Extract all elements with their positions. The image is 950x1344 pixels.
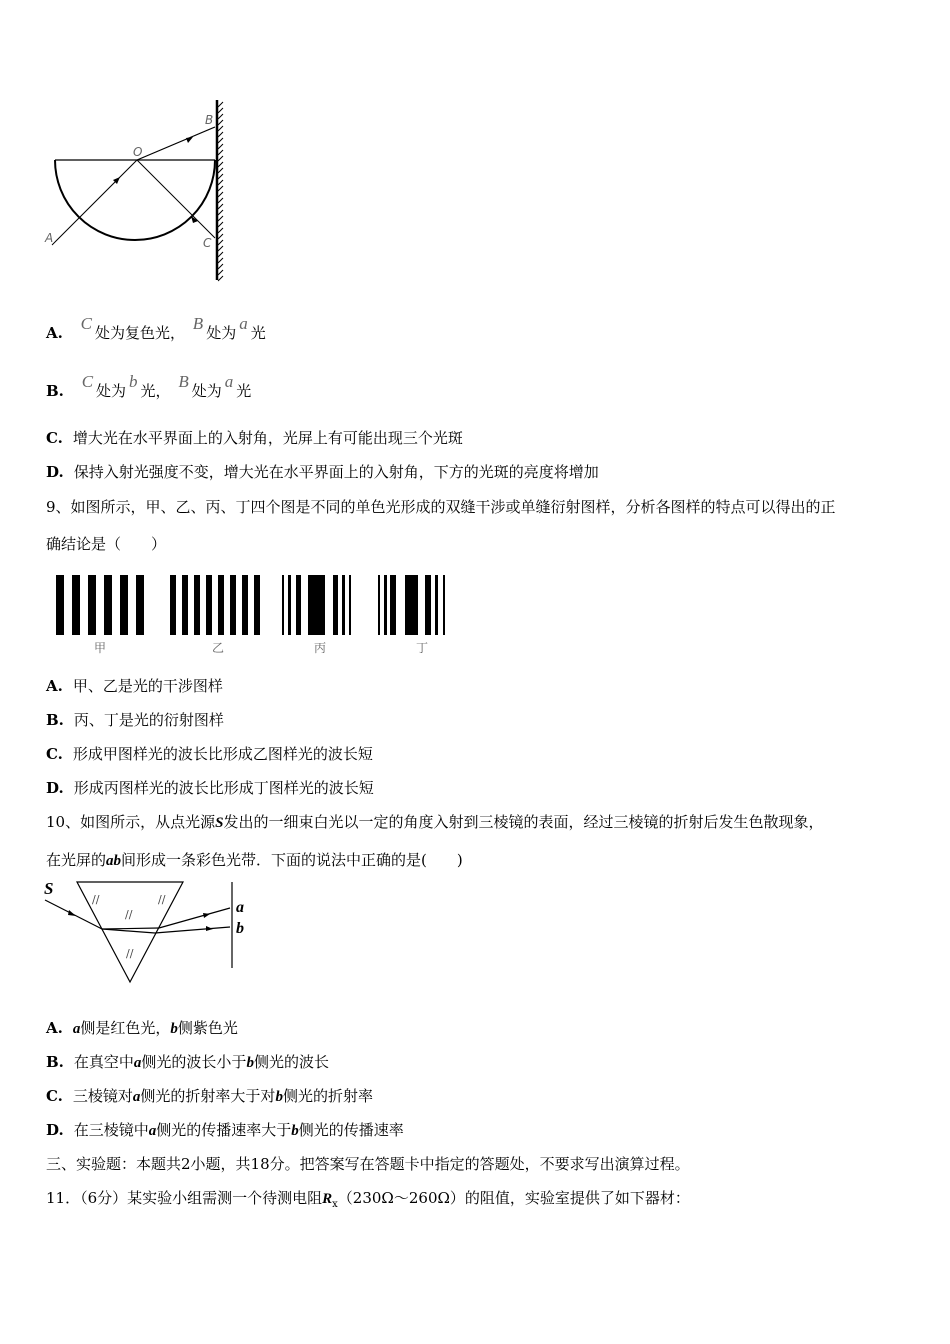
fringe-bar [104, 575, 112, 635]
option-text: 处为复色光， [95, 324, 186, 342]
option-label: D. [46, 1121, 64, 1139]
fringe-bar [390, 575, 396, 635]
option-label: A. [46, 1019, 63, 1037]
var-a: a [132, 1089, 141, 1105]
fringe-bar [56, 575, 64, 635]
option-label: B. [46, 382, 64, 400]
fringe-bar [425, 575, 431, 635]
var-b: b [275, 1089, 283, 1105]
label-B: B [205, 113, 214, 127]
var-b: b [291, 1123, 299, 1139]
fringe-bar [230, 575, 236, 635]
pattern-label-jia: 甲 [93, 641, 107, 655]
label-a: a [236, 899, 244, 916]
option-label: A. [46, 324, 63, 342]
pattern-label-bing: 丙 [313, 641, 327, 655]
q11-stem [46, 1188, 690, 1215]
option-text: 侧光的折射率 [282, 1087, 373, 1105]
fringe-bar [72, 575, 80, 635]
option-text: 形成甲图样光的波长比形成乙图样光的波长短 [72, 745, 373, 763]
fringe-bar [218, 575, 224, 635]
q9-option-c[interactable] [46, 744, 373, 764]
fringe-bar [282, 575, 284, 635]
option-text: 丙、丁是光的衍射图样 [73, 711, 224, 729]
option-label: C. [46, 745, 63, 763]
var-b: b [246, 1055, 254, 1071]
fringe-bar [349, 575, 351, 635]
var-a: a [239, 314, 248, 333]
fringe-bar [405, 575, 418, 635]
q8-option-b[interactable] [46, 372, 252, 401]
fringe-bar [296, 575, 301, 635]
svg-text://: // [158, 893, 166, 906]
semicircle-mirror-diagram [40, 90, 240, 290]
option-text: 侧光的折射率大于对 [140, 1087, 276, 1105]
svg-text://: // [126, 947, 134, 960]
pattern-label-yi: 乙 [211, 641, 225, 655]
option-text: 侧紫色光 [177, 1019, 238, 1037]
section-3-heading: 三、实验题：本题共2小题，共18分。把答案写在答题卡中指定的答题处，不要求写出演算过程。 [46, 1155, 690, 1173]
option-label: B. [46, 711, 64, 729]
svg-text://: // [125, 908, 133, 921]
option-text: 在三棱镜中 [73, 1121, 149, 1139]
option-text: 甲、乙是光的干涉图样 [72, 677, 223, 695]
option-text: 形成丙图样光的波长比形成丁图样光的波长短 [73, 779, 374, 797]
fringe-bar [136, 575, 144, 635]
subscript-x: x [332, 1199, 338, 1210]
option-text: 三棱镜对 [72, 1087, 133, 1105]
var-b: B [192, 314, 204, 333]
option-text: 处为 [206, 324, 237, 342]
prism-diagram [40, 870, 260, 990]
q9-stem-2: 确结论是（ ） [46, 535, 167, 553]
option-text: 侧是红色光， [80, 1019, 171, 1037]
label-C: C [203, 236, 212, 250]
q10-option-b[interactable] [46, 1052, 329, 1073]
fringe-bar [288, 575, 291, 635]
stem-text: 10、如图所示，从点光源 [46, 813, 216, 831]
q9-option-a[interactable] [46, 676, 223, 696]
q10-stem [46, 812, 823, 833]
option-text: 光， [140, 382, 171, 400]
q8-option-a[interactable] [46, 314, 266, 343]
q10-stem-2 [46, 850, 463, 871]
stem-text: 发出的一细束白光以一定的角度入射到三棱镜的表面，经过三棱镜的折射后发生色散现象， [223, 813, 824, 831]
pattern-label-ding: 丁 [415, 641, 429, 655]
fringe-bar [308, 575, 325, 635]
fringe-bar [254, 575, 260, 635]
var-ab: ab [106, 853, 122, 869]
option-label: C. [46, 1087, 63, 1105]
option-text: 光 [250, 324, 266, 342]
label-O: O [133, 145, 143, 159]
var-s: S [215, 815, 224, 831]
option-label: D. [46, 779, 64, 797]
var-c: C [81, 372, 94, 391]
fringe-bar [378, 575, 380, 635]
stem-text: 在光屏的 [46, 851, 107, 869]
var-b: b [129, 372, 138, 391]
option-label: D. [46, 463, 64, 481]
option-text: 处为 [96, 382, 127, 400]
label-S: S [44, 879, 54, 898]
option-text: 处为 [191, 382, 222, 400]
fringe-bar [443, 575, 445, 635]
option-text: 侧光的传播速率大于 [156, 1121, 292, 1139]
option-text: 侧光的波长小于 [141, 1053, 247, 1071]
fringe-bar [194, 575, 200, 635]
var-c: C [80, 314, 92, 333]
fringe-bar [242, 575, 248, 635]
fringe-bar [120, 575, 128, 635]
option-text: 增大光在水平界面上的入射角，光屏上有可能出现三个光斑 [72, 429, 463, 447]
fringe-bar [435, 575, 438, 635]
option-text: 侧光的传播速率 [298, 1121, 404, 1139]
var-b: b [170, 1021, 178, 1037]
fringe-bar [384, 575, 387, 635]
q8-option-c[interactable] [46, 428, 463, 448]
q10-option-c[interactable] [46, 1086, 373, 1107]
option-text: 保持入射光强度不变，增大光在水平界面上的入射角，下方的光斑的亮度将增加 [73, 463, 599, 481]
q8-option-d[interactable] [46, 462, 599, 482]
interference-patterns [40, 570, 460, 660]
option-text: 光 [236, 382, 252, 400]
fringe-bar [170, 575, 176, 635]
var-b: B [178, 372, 189, 391]
fringe-bar [182, 575, 188, 635]
q10-option-a[interactable] [46, 1018, 238, 1039]
var-a: a [133, 1055, 142, 1071]
stem-text: 11．（6分）某实验小组需测一个待测电阻 [46, 1189, 323, 1207]
option-label: A. [46, 677, 63, 695]
fringe-bar [206, 575, 212, 635]
stem-text: 间形成一条彩色光带．下面的说法中正确的是( ) [121, 851, 463, 869]
option-text: 在真空中 [73, 1053, 134, 1071]
var-a: a [72, 1021, 81, 1037]
label-b: b [236, 920, 244, 937]
option-text: 侧光的波长 [253, 1053, 329, 1071]
q10-option-d[interactable] [46, 1120, 404, 1141]
var-a: a [224, 372, 234, 391]
label-A: A [45, 231, 54, 245]
option-label: B. [46, 1053, 64, 1071]
var-a: a [148, 1123, 157, 1139]
stem-text: （230Ω～260Ω）的阻值，实验室提供了如下器材： [337, 1189, 690, 1207]
svg-text://: // [92, 893, 100, 906]
option-label: C. [46, 429, 63, 447]
q9-option-b[interactable] [46, 710, 224, 730]
var-r: R [322, 1191, 333, 1207]
fringe-bar [342, 575, 345, 635]
q9-option-d[interactable] [46, 778, 374, 798]
q9-stem: 9、如图所示，甲、乙、丙、丁四个图是不同的单色光形成的双缝干涉或单缝衍射图样，分析各图样的特点可以得出的正 [46, 498, 836, 516]
fringe-bar [88, 575, 96, 635]
fringe-bar [333, 575, 338, 635]
